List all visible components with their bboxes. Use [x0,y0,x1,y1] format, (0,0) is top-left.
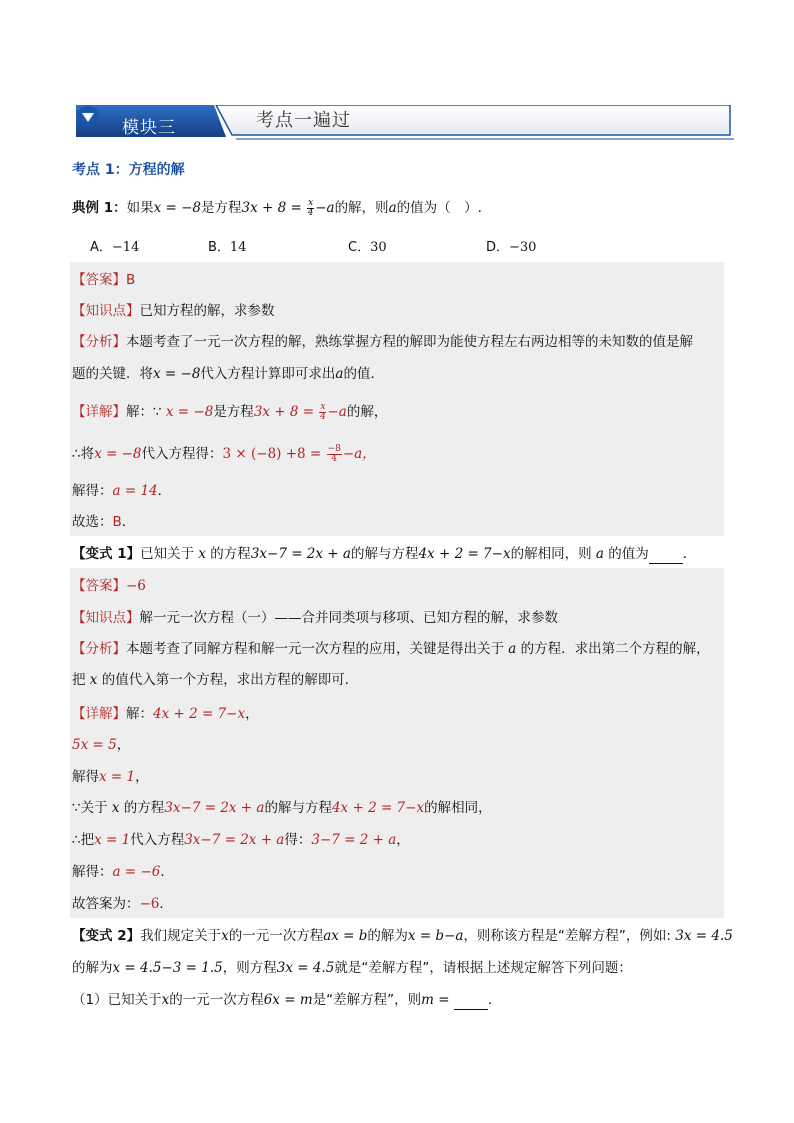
chevron-down-icon[interactable] [76,105,100,129]
option-a[interactable] [90,236,139,255]
text: 解： [126,706,153,722]
variable: a [335,366,344,382]
text: ， [396,832,410,848]
variant-tag: 【变式 1】 [72,546,141,562]
text: 如果 [126,200,154,216]
text: ，则称该方程是“差解方程”，例如: [463,928,676,944]
answer-blank[interactable] [454,995,488,1010]
equation: 4x + 2 = 7−x [331,800,425,816]
text: 的解与方程 [264,800,332,816]
variable: x [221,928,229,944]
fraction-denominator: 4 [331,453,338,464]
fraction [319,403,326,422]
equation: 3 × (−8) +8 = [222,446,326,462]
variable: x [89,672,98,688]
detail-line-2-5 [72,830,410,850]
text: （1）已知关于 [72,992,162,1008]
detail-line-2-6 [72,862,174,882]
detail-line-2-7 [72,894,173,914]
text: 的解为 [367,928,408,944]
answer-value: −6 [139,896,160,912]
module-label: 模块三 [122,118,176,138]
variant-1-question [72,544,696,564]
detail-tag: 【详解】 [72,706,126,722]
option-d[interactable] [486,236,536,255]
variant-tag: 【变式 2】 [72,928,141,944]
analysis-line-2b [72,670,358,690]
answer-line-2 [72,576,146,596]
equation: 3x−7 = 2x + a [184,832,285,848]
text: ，则方程 [222,960,277,976]
example-question [72,198,482,218]
answer-line-1 [72,270,135,290]
equation: 4x + 2 = 7−x [418,546,511,562]
analysis-text: 本题考查了一元一次方程的解，熟练掌握方程的解即为能使方程左右两边相等的未知数的值是解 [126,334,693,350]
text: 的值为（ ）. [396,200,482,216]
detail-line-1 [72,402,387,422]
detail-line-2-3 [72,767,149,787]
text: 的解， [346,404,388,420]
text: 解得： [72,864,113,880]
fraction [307,199,314,218]
variant-2-line-2 [72,958,632,978]
equation: x = 1 [94,832,131,848]
variant-2-line-1 [72,926,733,946]
text: ． [487,992,502,1008]
fraction-numerator: x [308,197,314,208]
equation: 5x = 5 [72,737,117,753]
variable: a [388,200,397,216]
text: 解得 [72,769,99,785]
text: 本题考查了同解方程和解一元一次方程的应用，关键是得出关于 [126,641,509,657]
detail-line-2-2 [72,735,130,755]
equation: x = 1 [99,769,136,785]
option-b[interactable] [208,236,246,255]
text: 是“差解方程”，则 [312,992,422,1008]
answer-value: B [126,272,136,288]
equation: x = −8 [153,366,201,382]
equation: a = −6 [112,864,161,880]
detail-line-2 [72,444,376,464]
variable: x [111,800,120,816]
kp-text: 已知方程的解，求参数 [139,303,275,319]
equation: −a [327,404,347,420]
text: 的值为 [603,546,649,562]
option-key: B． [208,240,230,255]
analysis-line-2a [72,639,710,659]
text: 的解，则 [334,200,389,216]
analysis-tag: 【分析】 [72,641,126,657]
text: 的解相同， [424,800,492,816]
variable: a [508,641,517,657]
text: ， [135,769,149,785]
fraction-denominator: 4 [307,207,314,218]
equation: x = −8 [153,200,202,216]
equation: a = 14 [112,483,158,499]
equation: 3−7 = 2 + a [311,832,397,848]
module-title: 考点一遍过 [256,110,351,131]
text: 的解与方程 [350,546,419,562]
text: ． [682,546,697,562]
equation: 4x + 2 = 7−x [153,706,246,722]
text: 的一元一次方程 [228,928,324,944]
detail-tag: 【详解】 [72,404,126,420]
equation: 6x = m [263,992,313,1008]
option-key: C． [348,240,371,255]
text: ． [159,896,173,912]
answer-tag: 【答案】 [72,578,126,594]
text: ∴把 [72,832,95,848]
text: 代入方程得： [141,446,223,462]
text: 已知关于 [140,546,199,562]
kp-tag: 【知识点】 [72,303,140,319]
text: 的方程．求出第二个方程的解， [516,641,710,657]
equation: 3x + 8 = [253,404,319,420]
text: 的值代入第一个方程，求出方程的解即可． [97,672,359,688]
variant-2-question-1 [72,990,501,1010]
equation: 3x + 8 = [241,200,307,216]
text: 故选： [72,514,113,530]
text: 的方程 [206,546,251,562]
equation: x = 4.5−3 = 1.5 [112,960,223,976]
detail-line-3 [72,481,171,501]
text: 把 [72,672,90,688]
equation: 3x = 4.5 [276,960,335,976]
equation: x = −8 [165,404,214,420]
equation: m = [421,992,454,1008]
option-key: A． [90,240,112,255]
fraction [327,445,342,464]
text: 是方程 [201,200,242,216]
equation: −a， [342,446,376,462]
fraction-denominator: 4 [320,411,326,422]
equation: x = b−a [407,928,464,944]
text: ． [121,514,136,530]
option-key: D． [486,240,510,255]
answer-blank[interactable] [649,549,683,564]
text: 的一元一次方程 [169,992,264,1008]
text: 的解相同，则 [510,546,596,562]
text: ． [160,864,174,880]
detail-line-2-4 [72,798,492,818]
text: 的解为 [72,960,113,976]
text: ， [116,737,131,753]
option-value: −14 [111,240,140,255]
analysis-line-1a [72,332,693,352]
fraction-numerator: x [320,401,326,412]
text: 的值． [343,366,384,382]
text: ∵关于 [72,800,112,816]
equation: 3x−7 = 2x + a [250,546,351,562]
text: 的方程 [119,800,165,816]
text: 解得： [72,483,113,499]
detail-line-2-1 [72,704,259,724]
text: 故答案为： [72,896,140,912]
equation: 3x−7 = 2x + a [164,800,265,816]
text: ∴将 [72,446,95,462]
answer-value: B [112,514,122,530]
variable: x [161,992,170,1008]
text: 代入方程 [130,832,185,848]
fraction-numerator: −8 [327,443,341,454]
text: 代入方程计算即可求出 [200,366,336,382]
example-label: 典例 1： [72,200,127,216]
knowledge-point-2 [72,608,558,628]
text: ， [245,706,259,722]
option-value: −30 [509,240,537,255]
equation: −a [315,200,335,216]
equation: x = −8 [94,446,142,462]
text: 得： [284,832,312,848]
section-heading: 考点 1：方程的解 [72,162,185,178]
text: ． [157,483,172,499]
analysis-line-1b [72,364,384,384]
analysis-tag: 【分析】 [72,334,126,350]
option-c[interactable] [348,236,387,255]
variable: a [595,546,604,562]
answer-value: −6 [126,578,146,594]
text: 是方程 [213,404,254,420]
module-banner [76,105,734,141]
kp-text: 解一元一次方程（一）——合并同类项与移项、已知方程的解，求参数 [139,610,558,626]
option-value: 14 [229,240,247,255]
option-value: 30 [370,240,387,255]
text: 就是“差解方程”，请根据上述规定解答下列问题： [334,960,632,976]
variable: x [198,546,207,562]
equation: ax = b [323,928,368,944]
text: 题的关键．将 [72,366,153,382]
kp-tag: 【知识点】 [72,610,140,626]
knowledge-point-1 [72,301,275,321]
text: 解：∵ [126,404,166,420]
equation: 3x = 4.5 [675,928,733,944]
text: 我们规定关于 [140,928,222,944]
detail-line-4 [72,512,135,532]
answer-tag: 【答案】 [72,272,126,288]
